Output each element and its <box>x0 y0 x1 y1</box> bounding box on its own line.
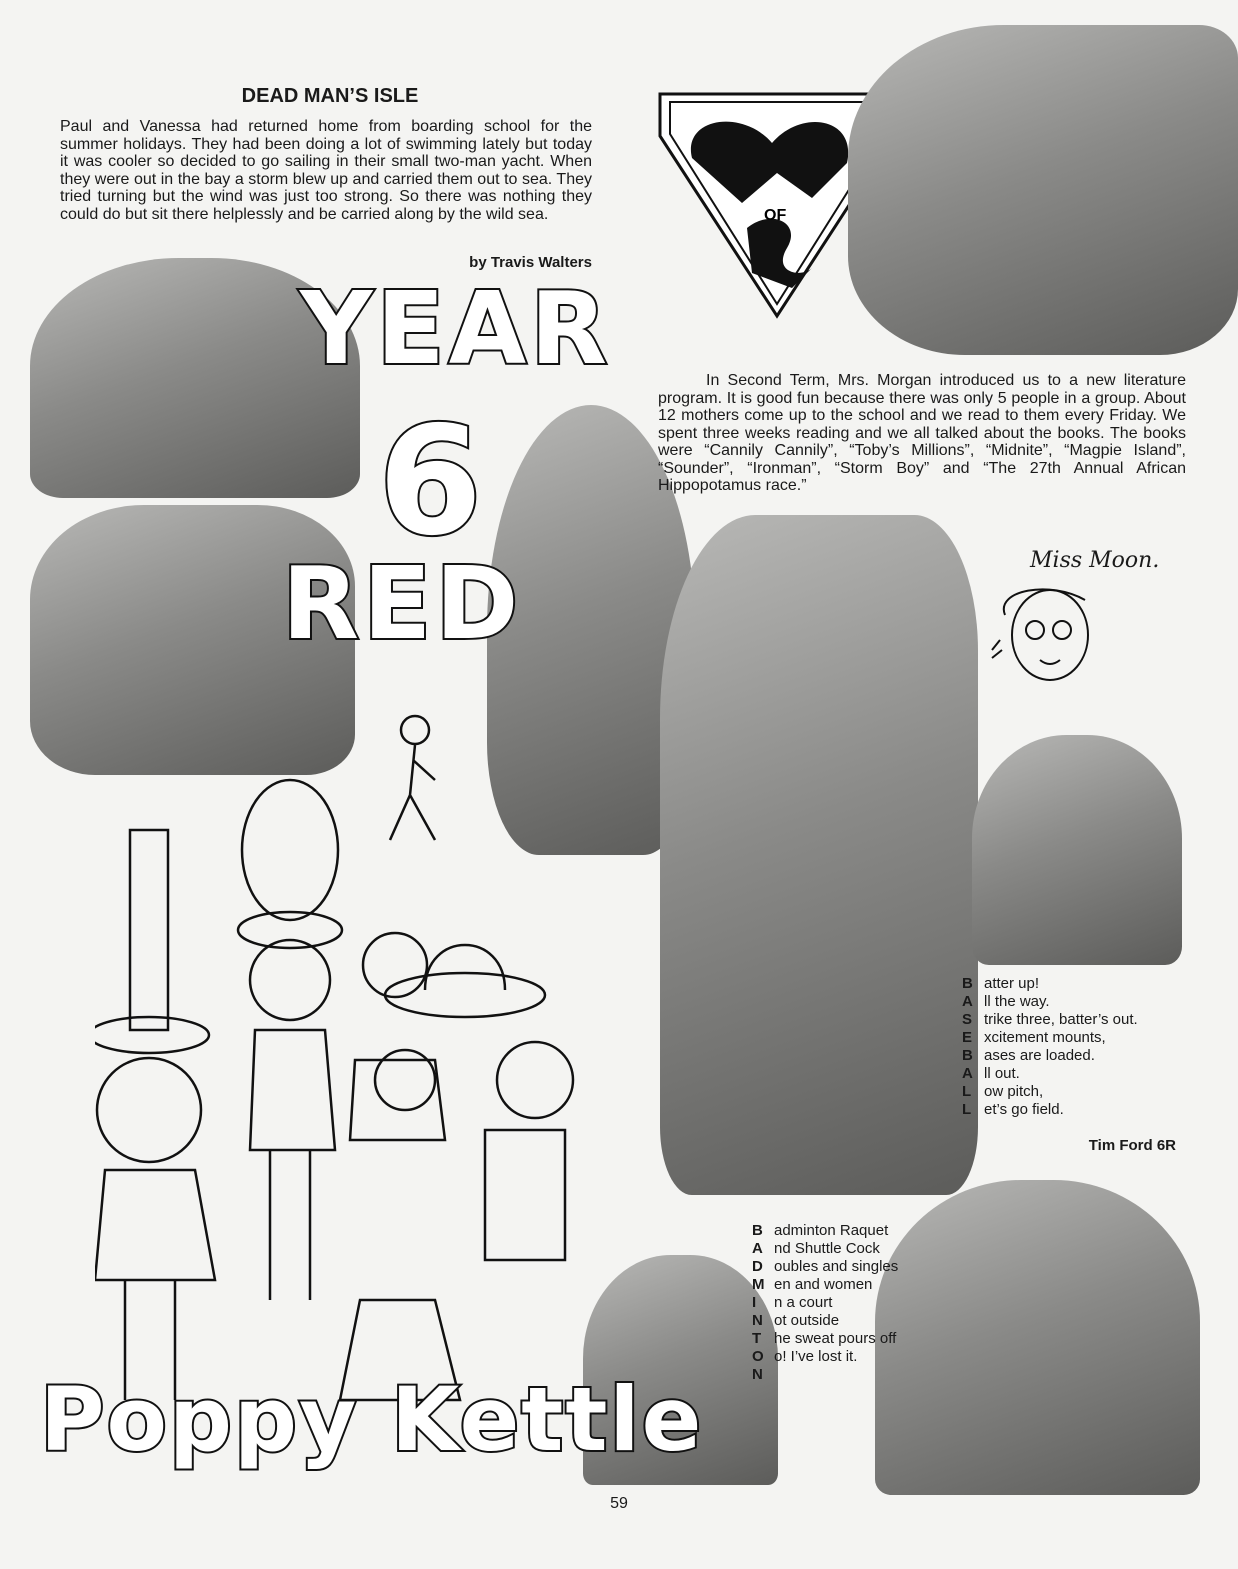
poem-line: B ases are loaded. <box>962 1047 1095 1064</box>
poem-line: O o! I’ve lost it. <box>752 1348 858 1365</box>
children-figures-drawing <box>95 700 585 1440</box>
drawing-caption: Poppy Kettle <box>40 1368 704 1471</box>
heading-red: RED <box>282 545 523 662</box>
poem-line: A ll out. <box>962 1065 1020 1082</box>
poem-line: L ow pitch, <box>962 1083 1044 1100</box>
poem-line: E xcitement mounts, <box>962 1029 1106 1046</box>
badminton-poem <box>752 1222 952 1384</box>
student-portrait-right <box>972 735 1182 965</box>
baseball-poem-author: Tim Ford 6R <box>1088 1137 1176 1154</box>
logo-text: OF <box>764 207 787 224</box>
poem-line: M en and women <box>752 1276 873 1293</box>
literature-paragraph: In Second Term, Mrs. Morgan introduced us to a new literature program. It is good fun because there was only 5 people in a group. About 12 mothers come up to the school and we read to them every Friday. We spent three weeks reading and we all talked about the books. The books were “Cannily Cannily”, “Toby’s Millions”, “Midnite”, “Magpie Island”, “Sounder”, “Ironman”, “Storm Boy” and “The 27th Annual African Hippopotamus race.” <box>658 372 1186 494</box>
cricket-photo <box>660 515 978 1195</box>
story-title: DEAD MAN’S ISLE <box>241 85 419 107</box>
poem-line: T he sweat pours off <box>752 1330 897 1347</box>
heading-year: YEAR <box>300 270 612 387</box>
poem-line: D oubles and singles <box>752 1258 899 1275</box>
poem-line: S trike three, batter’s out. <box>962 1011 1138 1028</box>
poem-line: N ot outside <box>752 1312 840 1329</box>
poem-line: I n a court <box>752 1294 833 1311</box>
baseball-poem <box>962 975 1202 1119</box>
heading-six: 6 <box>378 395 483 569</box>
poem-line: B atter up! <box>962 975 1040 992</box>
sketch-caption: Miss Moon. <box>1030 548 1160 573</box>
poem-line: A ll the way. <box>962 993 1050 1010</box>
poem-line: N <box>752 1366 763 1383</box>
story-byline: by Travis Walters <box>469 254 592 271</box>
poem-line: B adminton Raquet <box>752 1222 889 1239</box>
poem-line: A nd Shuttle Cock <box>752 1240 880 1257</box>
page-number: 59 <box>610 1495 628 1512</box>
student-photo-reading-top-right <box>848 25 1238 355</box>
miss-moon-sketch <box>990 580 1110 695</box>
story-body: Paul and Vanessa had returned home from boarding school for the summer holidays. They had been doing a lot of swimming lately but today it was cooler so decided to go sailing in their small two-man yacht. When they were out in the bay a storm blew up and carried them out to sea. They tried turning but the wind was just too strong. So there was nothing they could do but sit there helplessly and be carried along by the wild sea. <box>60 118 592 223</box>
poem-line: L et’s go field. <box>962 1101 1064 1118</box>
